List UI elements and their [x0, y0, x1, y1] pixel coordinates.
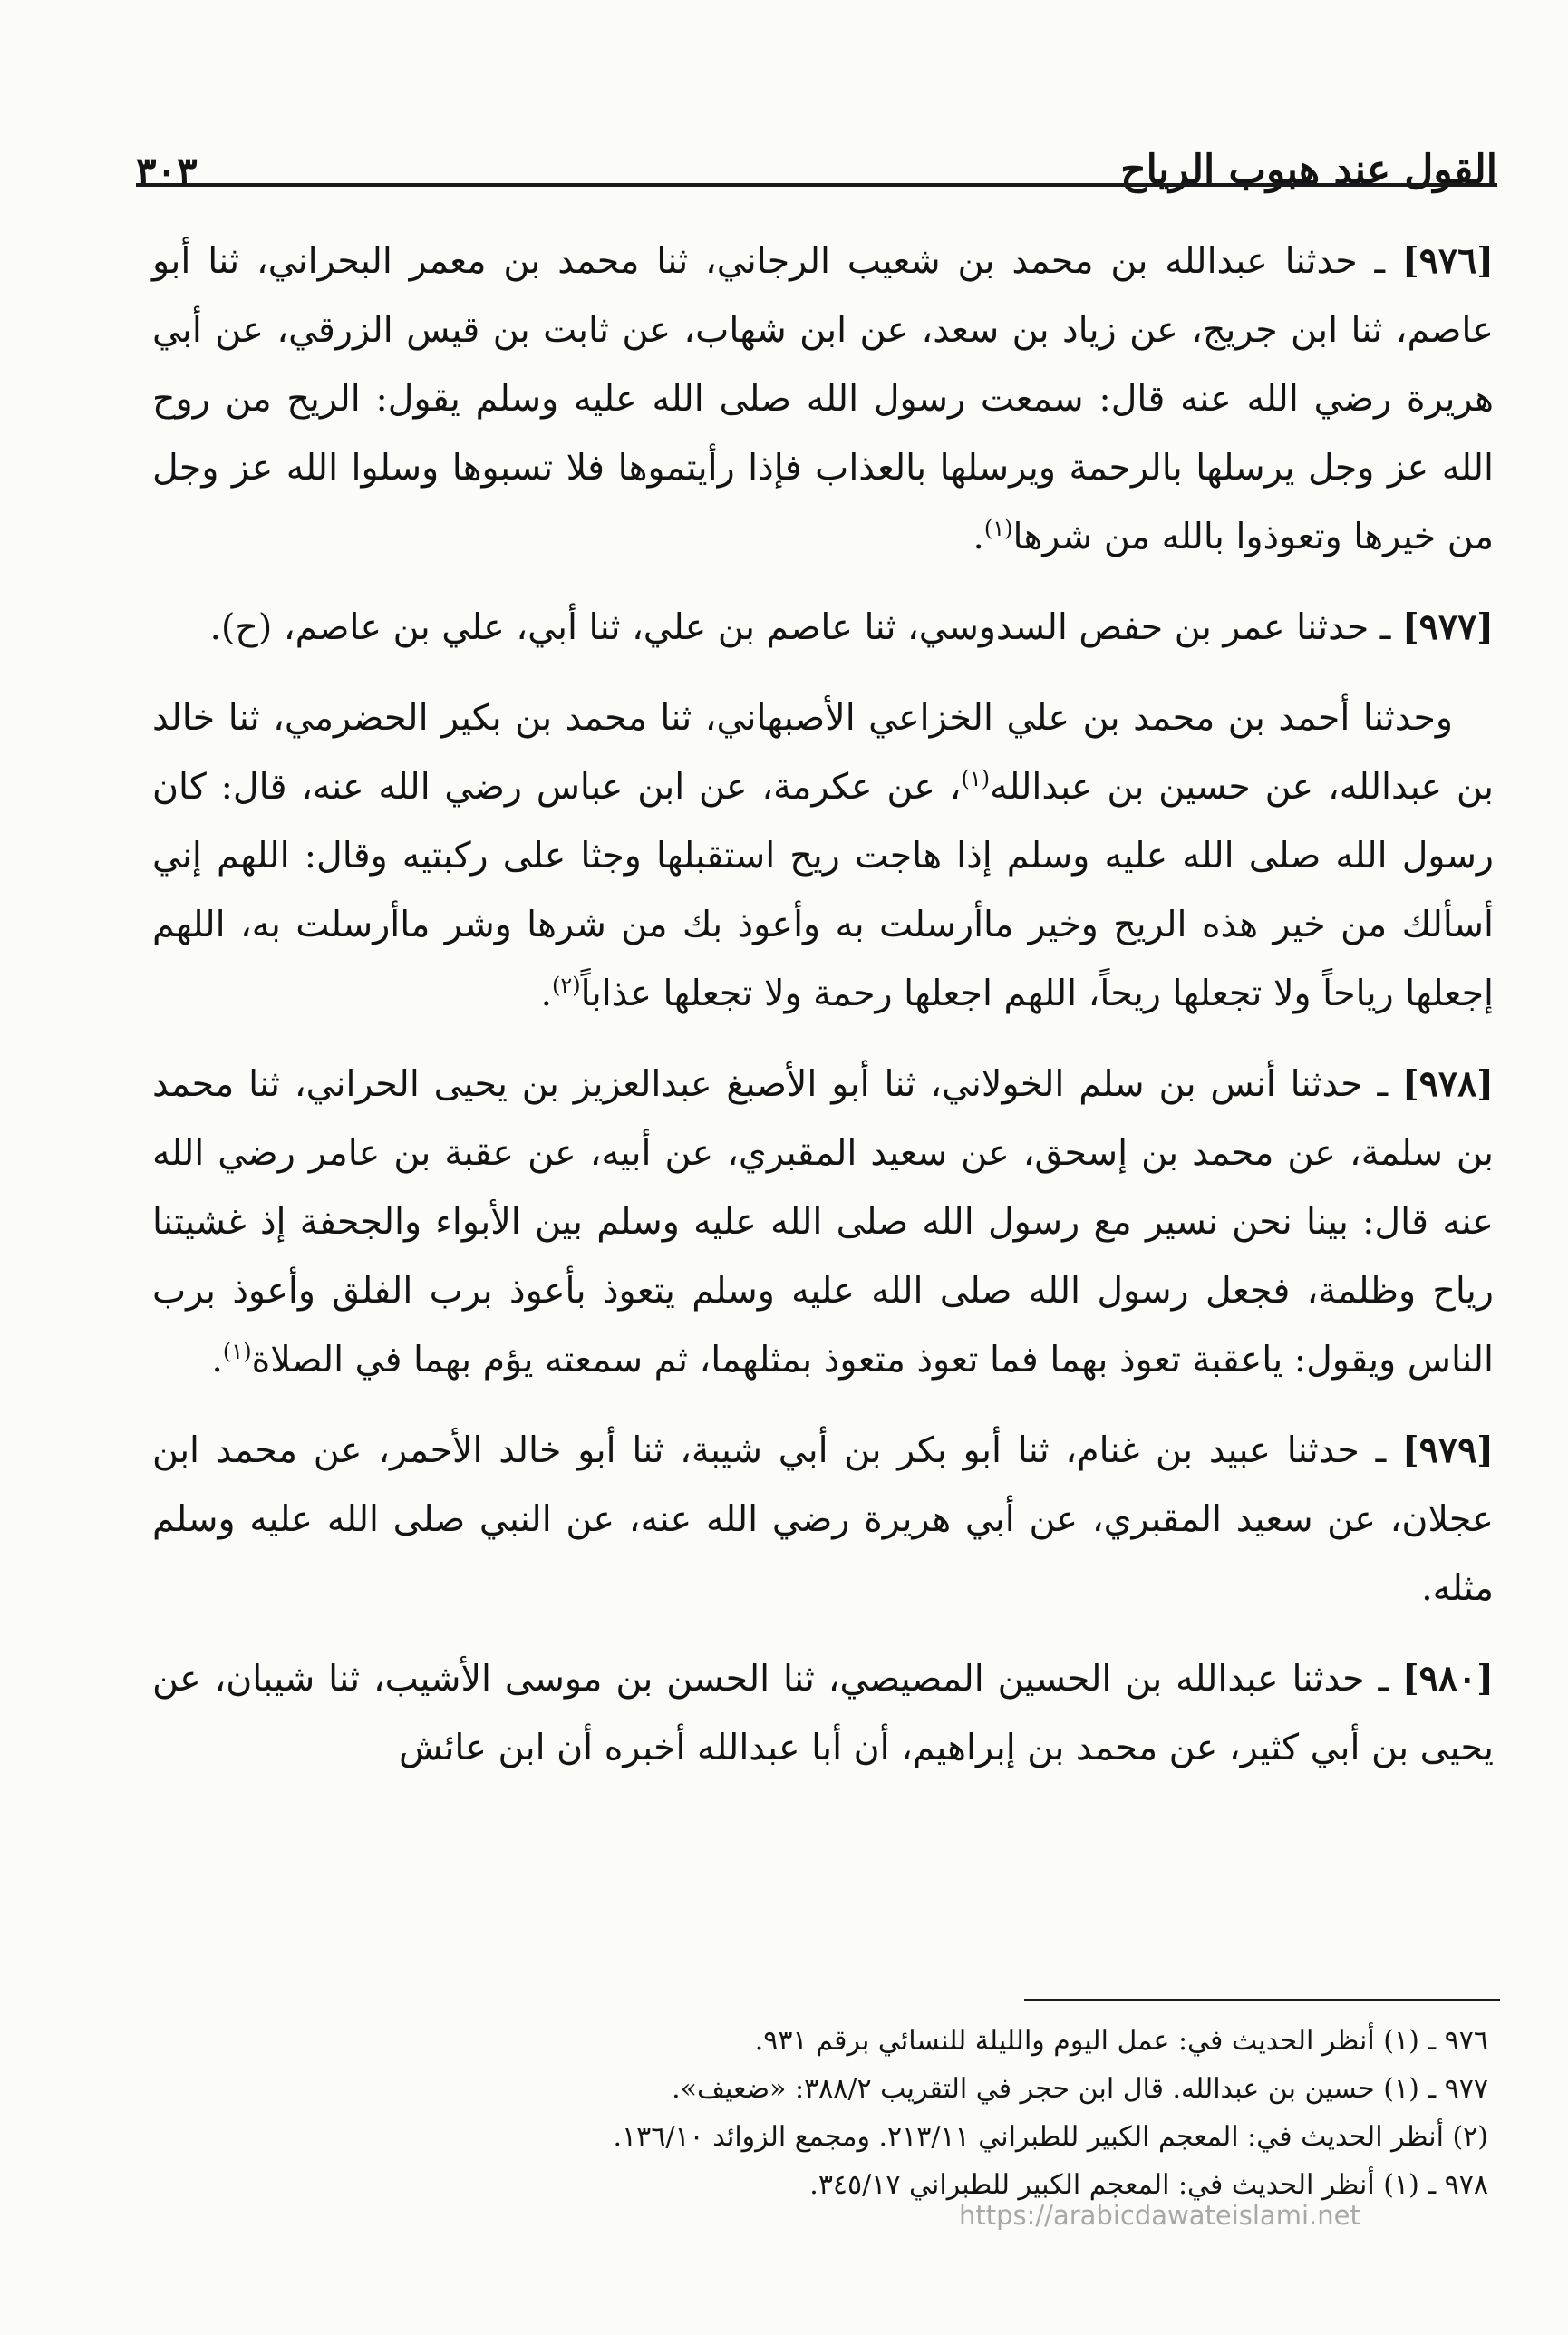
hadith-text: ـ حدثنا عمر بن حفص السدوسي، ثنا عاصم بن علي، ثنا أبي، علي بن عاصم، (ح).	[209, 606, 1391, 648]
footnotes	[152, 2017, 1488, 2209]
hadith-number: [٩٧٦]	[1401, 240, 1494, 282]
hadith-978	[152, 1050, 1494, 1394]
hadith-977-continuation	[152, 683, 1494, 1028]
footnote: ٩٧٦ ـ (١) أنظر الحديث في: عمل اليوم والليلة للنسائي برقم ٩٣١.	[754, 2025, 1488, 2057]
header-rule	[136, 183, 1497, 187]
footnote-ref: (١)	[222, 1338, 252, 1364]
hadith-number: [٩٧٩]	[1401, 1429, 1494, 1471]
footnote: ٩٧٧ ـ (١) حسين بن عبدالله. قال ابن حجر في التقريب ٣٨٨/٢: «ضعيف».	[672, 2073, 1488, 2105]
hadith-tail: .	[211, 1339, 223, 1381]
footnote-rule	[1024, 1999, 1500, 2001]
hadith-979	[152, 1416, 1494, 1623]
hadith-text: ، عن عكرمة، عن ابن عباس رضي الله عنه، قال: كان رسول الله صلى الله عليه وسلم إذا هاجت ريح استقبلها وجثا على ركبتيه وقال: اللهم إني أسألك من خير هذه الريح وخير ماأرسلت به وأعوذ بك من شرها وشر ماأرسلت به، اللهم إجعلها رياحاً ولا تجعلها ريحاً، اللهم اجعلها رحمة ولا تجعلها عذاباً	[152, 766, 1494, 1014]
page-number: ٣٠٣	[136, 149, 198, 193]
footnote: (٢) أنظر الحديث في: المعجم الكبير للطبراني ٢١٣/١١. ومجمع الزوائد ١٣٦/١٠.	[613, 2121, 1488, 2153]
hadith-976	[152, 227, 1494, 571]
hadith-980	[152, 1644, 1494, 1782]
watermark-url: https://arabicdawateislami.net	[959, 2200, 1360, 2231]
hadith-number: [٩٧٧]	[1401, 606, 1494, 648]
footnote-ref: (٢)	[552, 972, 581, 998]
page-header	[136, 100, 1497, 193]
main-text	[152, 227, 1494, 1804]
footnote: ٩٧٨ ـ (١) أنظر الحديث في: المعجم الكبير للطبراني ٣٤٥/١٧.	[809, 2169, 1488, 2201]
hadith-number: [٩٧٨]	[1401, 1063, 1494, 1105]
hadith-977	[152, 593, 1494, 662]
hadith-tail: .	[540, 973, 553, 1014]
running-title: القول عند هبوب الرياح	[1120, 147, 1497, 193]
footnote-ref: (١)	[983, 515, 1013, 541]
hadith-text: ـ حدثنا عبدالله بن محمد بن شعيب الرجاني، ثنا محمد بن معمر البحراني، ثنا أبو عاصم، ثنا ابن جريج، عن زياد بن سعد، عن ابن شهاب، عن ثابت بن قيس الزرقي، عن أبي هريرة رضي الله عنه قال: سمعت رسول الله صلى الله عليه وسلم يقول: الريح من روح الله عز وجل يرسلها بالرحمة ويرسلها بالعذاب فإذا رأيتموها فلا تسبوها وسلوا الله عز وجل من خيرها وتعوذوا بالله من شرها	[152, 240, 1494, 557]
hadith-number: [٩٨٠]	[1401, 1658, 1494, 1700]
hadith-text: وحدثنا أحمد بن محمد بن علي الخزاعي الأصبهاني، ثنا محمد بن بكير الحضرمي، ثنا خالد بن عبدالله، عن حسين بن عبدالله	[152, 697, 1494, 808]
hadith-text: ـ حدثنا أنس بن سلم الخولاني، ثنا أبو الأصبغ عبدالعزيز بن يحيى الحراني، ثنا محمد بن سلمة، عن محمد بن إسحق، عن سعيد المقبري، عن أبيه، عن عقبة بن عامر رضي الله عنه قال: بينا نحن نسير مع رسول الله صلى الله عليه وسلم بين الأبواء والجحفة إذ غشيتنا رياح وظلمة، فجعل رسول الله صلى الله عليه وسلم يتعوذ بأعوذ برب الفلق وأعوذ برب الناس ويقول: ياعقبة تعوذ بهما فما تعوذ متعوذ بمثلهما، ثم سمعته يؤم بهما في الصلاة	[152, 1063, 1494, 1381]
hadith-text: ـ حدثنا عبدالله بن الحسين المصيصي، ثنا الحسن بن موسى الأشيب، ثنا شيبان، عن يحيى بن أبي كثير، عن محمد بن إبراهيم، أن أبا عبدالله أخبره أن ابن عائش	[152, 1658, 1494, 1768]
hadith-text: ـ حدثنا عبيد بن غنام، ثنا أبو بكر بن أبي شيبة، ثنا أبو خالد الأحمر، عن محمد ابن عجلان، عن سعيد المقبري، عن أبي هريرة رضي الله عنه، عن النبي صلى الله عليه وسلم مثله.	[152, 1429, 1494, 1609]
footnote-ref: (١)	[961, 765, 991, 791]
hadith-tail: .	[973, 516, 984, 557]
